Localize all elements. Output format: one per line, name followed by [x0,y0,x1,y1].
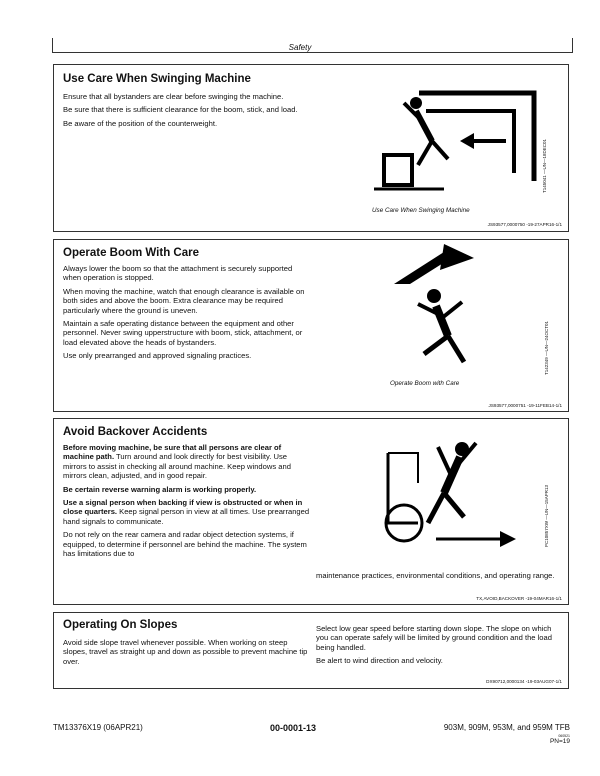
section-title: Operating On Slopes [63,619,178,631]
section-body [63,264,311,365]
footer-date-code: 060521 [558,734,570,738]
section-title: Avoid Backover Accidents [63,426,208,438]
paragraph-text: Turn around and look directly for best visibility. Use mirrors to assist in checking all around machine. Keep windows and mirrors clean, adjusted, and in good repair. [63,452,291,481]
paragraph: Maintain a safe operating distance between the equipment and other personnel. Never swing upperstructure with boom, stick, attachment, or load elevated above the heads of bystanders. [63,319,303,347]
section-body [63,443,311,562]
bold-text: Use a signal person when backing if view is obstructed or when in close quarters. [63,498,303,517]
section-operate-boom [53,239,569,412]
reference-code: JS93577,0000751 -19-11FEB14-1/1 [488,403,562,408]
paragraph [63,498,311,526]
footer-pn: PN=19 [549,738,570,745]
footer-models: 903M, 909M, 953M, and 959M TFB [443,723,570,732]
image-code: T142349 —UN—24OCT01 [544,320,549,375]
paragraph-text: Keep signal person in view at all times. Use prearranged hand signals to communicate. [63,507,310,526]
image-code: T145041 —UN—18DEC01 [542,138,547,193]
swing-hazard-illustration [374,81,554,201]
paragraph: Select low gear speed before starting down slope. The slope on which you can operate safely will be limited by ground condition and the load being handled. [316,624,552,652]
paragraph [63,485,311,494]
section-body [63,92,308,132]
reference-code: TX,AVOID,BACKOVER -19-04MAR16-1/1 [476,596,562,601]
reference-code: DX90712,0000134 -19-03AUG07-1/1 [486,679,562,684]
image-code: PC10857XW —UN—15APR13 [544,484,549,547]
paragraph [63,443,311,481]
paragraph: Be aware of the position of the counterweight. [63,118,218,128]
section-title: Operate Boom With Care [63,247,200,259]
section-body-right [316,624,561,670]
image-caption: Use Care When Swinging Machine [372,207,470,214]
reference-code: JS93577,0000750 -19-27APR16-1/1 [487,222,562,227]
section-swinging-machine [53,64,569,232]
backover-hazard-illustration [384,423,534,553]
paragraph: Do not rely on the rear camera and radar object detection systems, if equipped, to determine if personnel are behind the machine. The system has limitations due to [63,530,307,559]
image-caption: Operate Boom with Care [390,380,460,387]
paragraph: When moving the machine, watch that enough clearance is available on both sides and above the boom. Extra clearance may be required particularly where the ground is uneven. [63,286,305,315]
footer-manual-id: TM13376X19 (06APR21) [53,723,143,732]
paragraph: Always lower the boom so that the attachment is securely supported when operation is stopped. [63,264,293,283]
footer-page-number: 00-0001-13 [270,723,317,733]
paragraph-continued: maintenance practices, environmental conditions, and operating range. [316,571,555,580]
paragraph: Use only prearranged and approved signaling practices. [63,351,252,361]
boom-hazard-illustration [384,244,534,374]
section-body-left: Avoid side slope travel whenever possible. When working on steep slopes, travel as straight up and down as possible to prevent machine tip over. [63,638,308,666]
section-operating-slopes [53,612,569,689]
bold-text: Be certain reverse warning alarm is working properly. [63,484,257,494]
paragraph: Be sure that there is sufficient clearance for the boom, stick, and load. [63,105,298,115]
paragraph: Be alert to wind direction and velocity. [316,656,443,666]
section-title: Use Care When Swinging Machine [63,73,251,85]
paragraph: Ensure that all bystanders are clear before swinging the machine. [63,92,284,101]
bold-text: Before moving machine, be sure that all persons are clear of machine path. [63,443,282,462]
section-avoid-backover [53,418,569,605]
page-header-title: Safety [288,43,312,52]
